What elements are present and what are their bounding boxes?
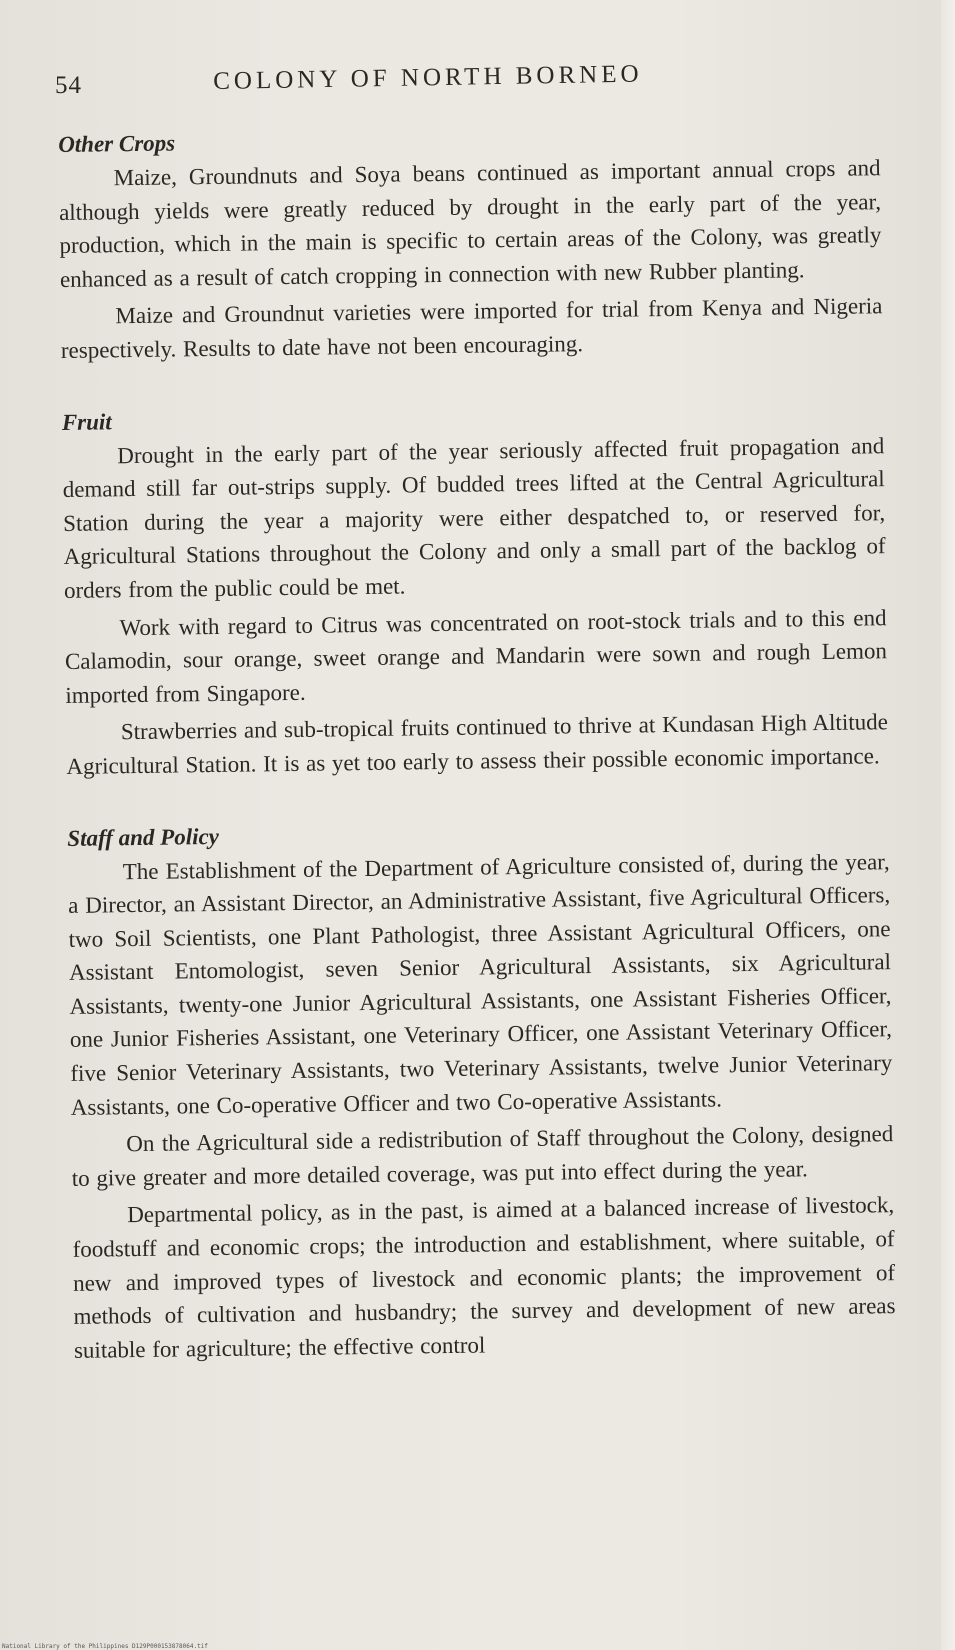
section-other-crops: [58, 117, 883, 367]
section-heading: Staff and Policy: [67, 823, 220, 851]
paragraph: Departmental policy, as in the past, is aimed at a balanced increase of livestock, foodstuff and economic crops; the introduction and establishment, where suitable, of new and improved types of livestock and economic plants; the improvement of methods of cultivation and husbandry; the survey and development of new areas suitable for agriculture; the effective control: [72, 1192, 896, 1363]
section-staff-and-policy: [67, 811, 896, 1368]
section-heading: Fruit: [61, 408, 112, 435]
paragraph: Maize and Groundnut varieties were imported for trial from Kenya and Nigeria respectively. Results to date have not been encouraging.: [60, 293, 883, 363]
paragraph: Drought in the early part of the year seriously affected fruit propagation and demand still far out-strips supply. Of budded trees lifted at the Central Agricultural Station during the year a majority were either despatched to, or reserved for, Agricultural Stations throughout the Colony and only a small part of the backlog of orders from the public could be met.: [62, 432, 886, 603]
page-edge: [941, 0, 955, 1650]
section-fruit: [62, 395, 889, 784]
paragraph: Maize, Groundnuts and Soya beans continued as important annual crops and although yields were greatly reduced by drought in the early part of the year, production, which in the main is specific to certain areas of the Colony, was greatly enhanced as a result of catch cropping in connection with new Rubber planting.: [58, 155, 882, 292]
paragraph: On the Agricultural side a redistribution of Staff throughout the Colony, designed to give greater and more detailed coverage, was put into effect during the year.: [71, 1121, 894, 1191]
page-body: [58, 117, 897, 1405]
paragraph: Strawberries and sub-tropical fruits continued to thrive at Kundasan High Altitude Agricultural Station. It is as yet too early to assess their possible economic importance.: [66, 709, 889, 779]
page-header: [55, 60, 895, 112]
paragraph: Work with regard to Citrus was concentrated on root-stock trials and to this end Calamodin, sour orange, sweet orange and Mandarin were sown and rough Lemon imported from Singapore.: [64, 604, 888, 708]
running-title: COLONY OF NORTH BORNEO: [213, 60, 643, 95]
page-number: 54: [55, 72, 82, 99]
section-heading: Other Crops: [58, 130, 176, 157]
paragraph: The Establishment of the Department of Agriculture consisted of, during the year, a Director, an Assistant Director, an Administrative Assistant, five Agricultural Officers, two Soil Scientists, one Plant Pathologist, three Assistant Agricultural Officers, one Assistant Entomologist, seven Senior Agricultural Assistants, six Agricultural Assistants, twenty-one Junior Agricultural Assistants, one Assistant Fisheries Officer, one Junior Fisheries Assistant, one Veterinary Officer, one Assistant Veterinary Officer, five Senior Veterinary Assistants, two Veterinary Assistants, twelve Junior Veterinary Assistants, one Co-operative Officer and two Co-operative Assistants.: [68, 848, 893, 1120]
scan-source-label: National Library of the Philippines D129P000153878064.tif: [2, 1643, 208, 1650]
